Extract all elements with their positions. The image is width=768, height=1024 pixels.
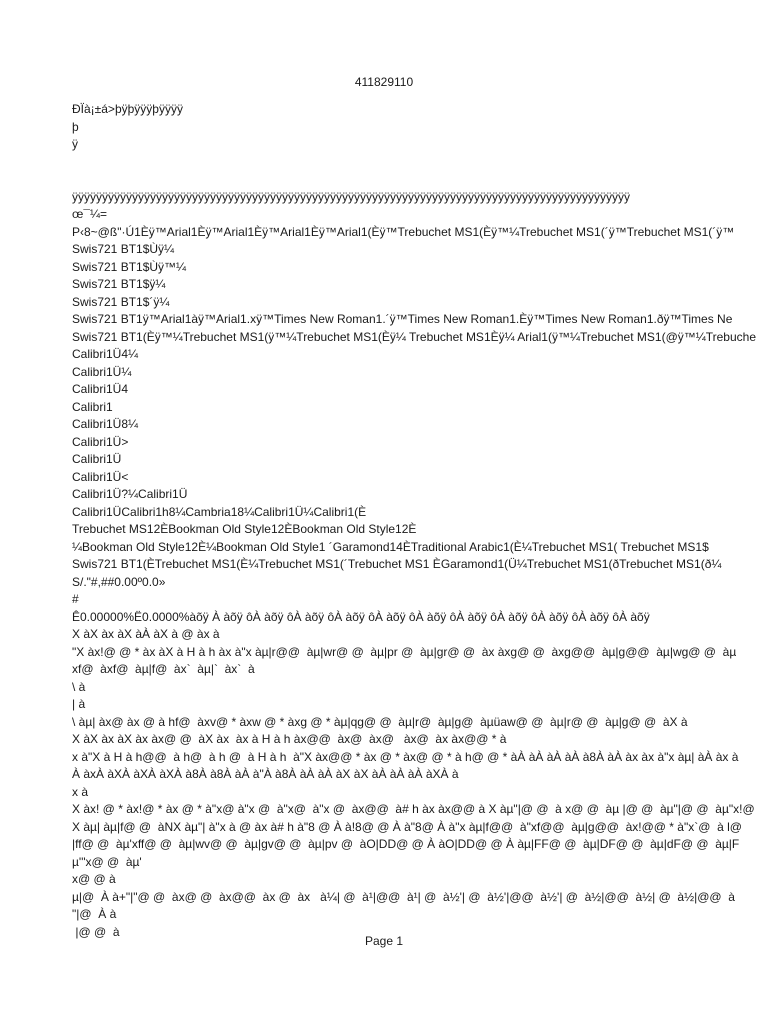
document-line: Swis721 BT1$´ÿ¼ [72,294,170,309]
document-line: X àX àx àX àx àx@ @ àX àx àx à H à h àx@@ àx@ àx@ àx@ àx àx@@ * à [72,732,507,746]
document-line: Calibri1Ü¼ [72,364,132,379]
document-line: Swis721 BT1ÿ™Arial1àÿ™Arial1.xÿ™Times New Roman1.´ÿ™Times New Roman1.Èÿ™Times New Roman1.ðÿ™Times Ne [72,312,733,326]
document-line: Calibri1Ü?¼Calibri1Ü [72,487,188,501]
document-line: Calibri1ÜCalibri1h8¼Cambria18¼Calibri1Ü¼Calibri1(È [72,504,367,519]
page-footer: Page 1 [364,934,404,948]
document-line: xf@ àxf@ àµ|f@ àx` àµ|` àx` à [72,662,255,676]
document-line: Swis721 BT1$Ùÿ¼ [72,242,175,256]
document-line: \ àµ| àx@ àx @ à hf@ àxv@ * àxw @ * àxg @ * àµ|qg@ @ àµ|r@ àµ|g@ àµüaw@ @ àµ|r@ @ àµ|g@ @ àX à [72,714,688,729]
document-line: Calibri1Ü> [72,434,129,449]
document-line: X àµ| àµ|f@ @ àNX àµ"| à"x à @ àx à# h à"8 @ À à!8@ @ À à"8@ À à"x àµ|f@@ à"xf@@ àµ|g@@ àx!@@ * à"x`@ à l@ [72,819,742,834]
document-line: Calibri1Ü< [72,469,129,484]
document-line: Calibri1Ü8¼ [72,417,139,431]
document-line [72,154,768,172]
document-line: Swis721 BT1$ÿ¼ [72,277,166,291]
document-body [72,101,768,941]
document-line: # [72,592,79,606]
document-line: Swis721 BT1(Èÿ™¼Trebuchet MS1(ÿ™¼Trebuchet MS1(Èÿ¼ Trebuchet MS1Èÿ¼ Arial1(ÿ™¼Trebuchet MS1(@ÿ™¼Trebuche [72,329,757,344]
document-line [72,171,768,189]
document-line: X àx! @ * àx!@ * àx @ * à"x@ à"x @ à"x@ à"x @ àx@@ à# h àx àx@@ à X àµ"|@ @ à x@ @ àµ |@ @ àµ"|@ @ àµ"x!@ [72,802,755,816]
document-line: Calibri1Ü [72,452,122,466]
document-line: "|@ À à [72,907,117,921]
page-header: 411829110 [354,75,414,89]
document-line: ¼Bookman Old Style12È¼Bookman Old Style1 ´Garamond14ÈTraditional Arabic1(È¼Trebuchet MS1( Trebuchet MS1$ [72,539,713,554]
document-line: |@ @ à [72,924,120,939]
document-line: Swis721 BT1(ÈTrebuchet MS1(È¼Trebuchet MS1(´Trebuchet MS1 ÈGaramond1(Ü¼Trebuchet MS1(ðTrebuchet MS1(ð¼ [72,557,722,571]
document-line: À àxÀ àXÀ àXÀ àXÀ à8À à8À àÀ à"À à8À àÀ àÀ àX àX àÀ àÀ àÀ àXÀ à [72,767,459,781]
document-line: |ff@ @ àµ'xff@ @ àµ|wv@ @ àµ|gv@ @ àµ|pv @ àO|DD@ @ À àO|DD@ @ À àµ|FF@ @ àµ|DF@ @ àµ|dF@ @ àµ|F [72,837,740,851]
document-line: µ|@ À à+"|"@ @ àx@ @ àx@@ àx @ àx à¼| @ à¹|@@ à¹| @ à½'| @ à½'|@@ à½'| @ à½|@@ à½| @ à½|@@ à [72,889,735,904]
document-line: x à [72,784,89,799]
document-line: P‹8~@ß"·Ú1Èÿ™Arial1Èÿ™Arial1Èÿ™Arial1Èÿ™Arial1(Èÿ™Trebuchet MS1(Èÿ™¼Trebuchet MS1(´ÿ™Trebuchet MS1(´ÿ™ [72,224,735,239]
document-line: "X àx!@ @ * àx àX à H à h àx à"x àµ|r@@ àµ|wr@ @ àµ|pr @ àµ|gr@ @ àx àxg@ @ àxg@@ àµ|g@@ àµ|wg@ @ àµ [72,644,737,659]
document-line: Trebuchet MS12ÈBookman Old Style12ÈBookman Old Style12È [72,522,417,536]
document-line: œ¯¼= [72,207,107,221]
document-line: þ [72,119,79,134]
document-line: S/."#,##0.00º0.0» [72,574,166,589]
document-line: Calibri1Ü4 [72,382,129,396]
document-line: Swis721 BT1$Ùÿ™¼ [72,259,187,274]
document-line: µ'"x@ @ àµ' [72,854,142,869]
document-line: \ à [72,679,86,694]
document-line: ÿ [72,137,78,151]
document-line: Calibri1 [72,399,113,414]
document-line: Ê0.00000%Ë0.0000%àõÿ À àõÿ ôÀ àõÿ ôÀ àõÿ ôÀ àõÿ ôÀ àõÿ ôÀ àõÿ ôÀ àõÿ ôÀ àõÿ ôÀ àõÿ ôÀ àõÿ ôÀ àõÿ [72,609,650,624]
document-line: Calibri1Ü4¼ [72,347,139,361]
document-line: x à"X à H à h@@ à h@ à h @ à H à h à"X àx@@ * àx @ * àx@ @ * à h@ @ * àÀ àÀ àÀ àÀ à8À àÀ àx àx à"x àµ| àÀ àx à [72,749,739,764]
document-line: | à [72,697,86,711]
document-line: X àX àx àX àÀ àX à @ àx à [72,627,220,641]
document-line: ÿÿÿÿÿÿÿÿÿÿÿÿÿÿÿÿÿÿÿÿÿÿÿÿÿÿÿÿÿÿÿÿÿÿÿÿÿÿÿÿÿÿÿÿÿÿÿÿÿÿÿÿÿÿÿÿÿÿÿÿÿÿÿÿÿÿÿÿÿÿÿÿÿÿÿÿÿÿÿÿÿÿÿÿÿÿÿÿÿÿÿÿÿ [72,189,630,204]
document-line: x@ @ à [72,872,116,886]
document-line: ÐÏà¡±á>þÿþÿÿÿþÿÿÿÿ [72,102,183,116]
